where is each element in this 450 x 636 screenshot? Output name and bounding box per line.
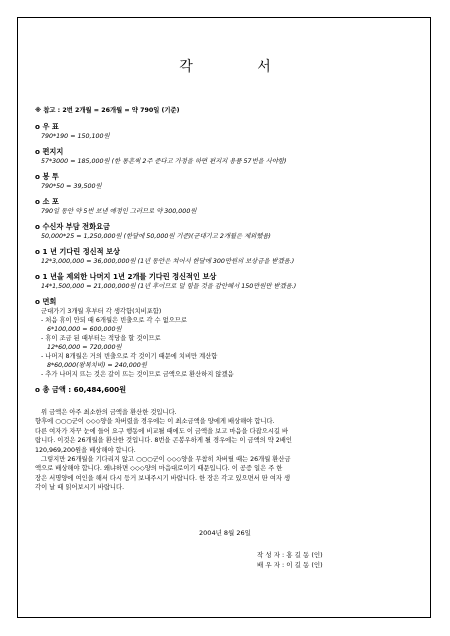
- section-heading: o 1 년을 제외한 나머지 1년 2개를 기다린 정신적인 보상: [35, 272, 217, 281]
- paragraph-line: 랍니다. 이것은 26개월을 환산한 것입니다. 8번을 곤봉우하게 될 경우에는 이 금액의 약 2배인: [35, 437, 292, 445]
- signature-spouse: 배 우 자 : 이 길 동 (인): [257, 561, 323, 569]
- document-title: 각 서: [179, 59, 301, 75]
- section-heading: o 우 표: [35, 122, 59, 131]
- section-heading: o 소 포: [35, 197, 59, 206]
- paragraph-line: 120,969,200원을 배상해야 합니다.: [35, 446, 136, 454]
- section-envelopes: [35, 172, 423, 191]
- section-heading: o 편지지: [35, 147, 64, 156]
- section-heading: o 1 년 기다린 정신적 보상: [35, 247, 120, 256]
- visit-item: - 처음 휴이 안되 때 6개월은 빈출으로 각 수 없으므로: [41, 317, 187, 324]
- section-remaining-compensation: [35, 272, 423, 291]
- paragraph-line: 각이 날 때 읽어보시기 바랍니다.: [35, 484, 125, 492]
- paragraph-line: 향후에 ○○○군이 ◇◇◇양을 차버렸을 경우에는 이 최소금액을 양에게 배상해야 합니다.: [35, 418, 275, 426]
- section-phone-charges: [35, 222, 423, 241]
- signature-author: 작 성 자 : 홍 길 동 (인): [257, 551, 323, 559]
- reference-note: ※ 참고 : 2번 2개월 = 26개월 = 약 790일 (기준): [35, 107, 180, 114]
- section-heading: o 면회: [35, 297, 57, 306]
- paragraph-line: 장은 서명양에 여인을 해서 다시 등거 보내주시기 바랍니다. 한 장은 각고 있으면서 딴 여자 생: [35, 474, 291, 482]
- visit-item: - 추가 나머지 뜨는 것은 갈이 뜨는 것이므로 금액으로 환산하지 않겠음: [41, 371, 234, 378]
- section-calc: 50,000*25 = 1,250,000원 (한달에 50,000원 기준)(군대기고 2개월은 제외했음): [41, 233, 271, 240]
- visit-calc: 6*100,000 = 600,000원: [47, 326, 122, 333]
- document-date: 2004년 8월 26일: [199, 529, 251, 537]
- section-calc: 14*1,500,000 = 21,000,000원 (1년 후이므로 덜 힘들 것을 감안해서 150만원만 받겠음.): [41, 283, 297, 290]
- visit-calc: 8*60,000(왕복치비) = 240,000원: [47, 362, 147, 369]
- section-parcels: [35, 197, 423, 216]
- visit-item: - 휴이 조금 된 때부터는 적당을 할 것이므로: [41, 335, 161, 342]
- total-amount: o 총 금액 : 60,484,600원: [35, 385, 127, 394]
- section-calc: 790일 동안 약 5번 보낸 예정인 그러므로 약 300,000원: [41, 208, 197, 215]
- section-heading: o 봉 투: [35, 172, 59, 181]
- visit-item: - 나머지 8개월은 거의 빈출으로 각 것이기 때문에 치비만 계산함: [41, 353, 218, 360]
- paragraph-line: 위 금액은 아주 최소한의 금액을 환산한 것입니다.: [41, 409, 177, 416]
- section-stamps: [35, 122, 423, 141]
- section-calc: 790*50 = 39,500원: [41, 183, 102, 190]
- paragraph-line: 그렇지만 26개월을 기다리지 않고 ○○○군이 ◇◇◇양을 무참히 차버릴 때는 26개월 환산금: [41, 456, 291, 464]
- section-calc: 12*3,000,000 = 36,000,000원 (1년 동안은 쳐어서 한달에 300만원의 보상금을 받겠음.): [41, 258, 295, 265]
- section-heading: o 수신자 부담 전화요금: [35, 222, 110, 231]
- section-calc: 57*3000 = 185,000원 (한 통흔씩 2주 준다고 가정을 하면 편지지 용품 57번을 사야함): [41, 158, 287, 165]
- section-visits: [35, 297, 423, 379]
- paragraph-line: 액으로 배상해야 합니다. 왜냐하면 ◇◇◇양의 마음대로이기 때문입니다. 이 공증 일은 주 한: [35, 465, 283, 473]
- visit-calc: 12*60,000 = 720,000원: [47, 344, 122, 351]
- document-body: [35, 106, 423, 493]
- section-first-year-compensation: [35, 247, 423, 266]
- closing-paragraphs: [35, 408, 423, 493]
- section-letter-paper: [35, 147, 423, 166]
- paragraph-line: 다른 여자가 자꾸 눈에 들어 요구 행동에 비교될 때에도 이 금액을 보고 마음을 다잡으시길 바: [35, 427, 289, 435]
- section-calc: 790*190 = 150,100원: [41, 133, 110, 140]
- visit-intro: 군대가기 3개월 후부터 각 생각함(치비포함): [41, 308, 162, 315]
